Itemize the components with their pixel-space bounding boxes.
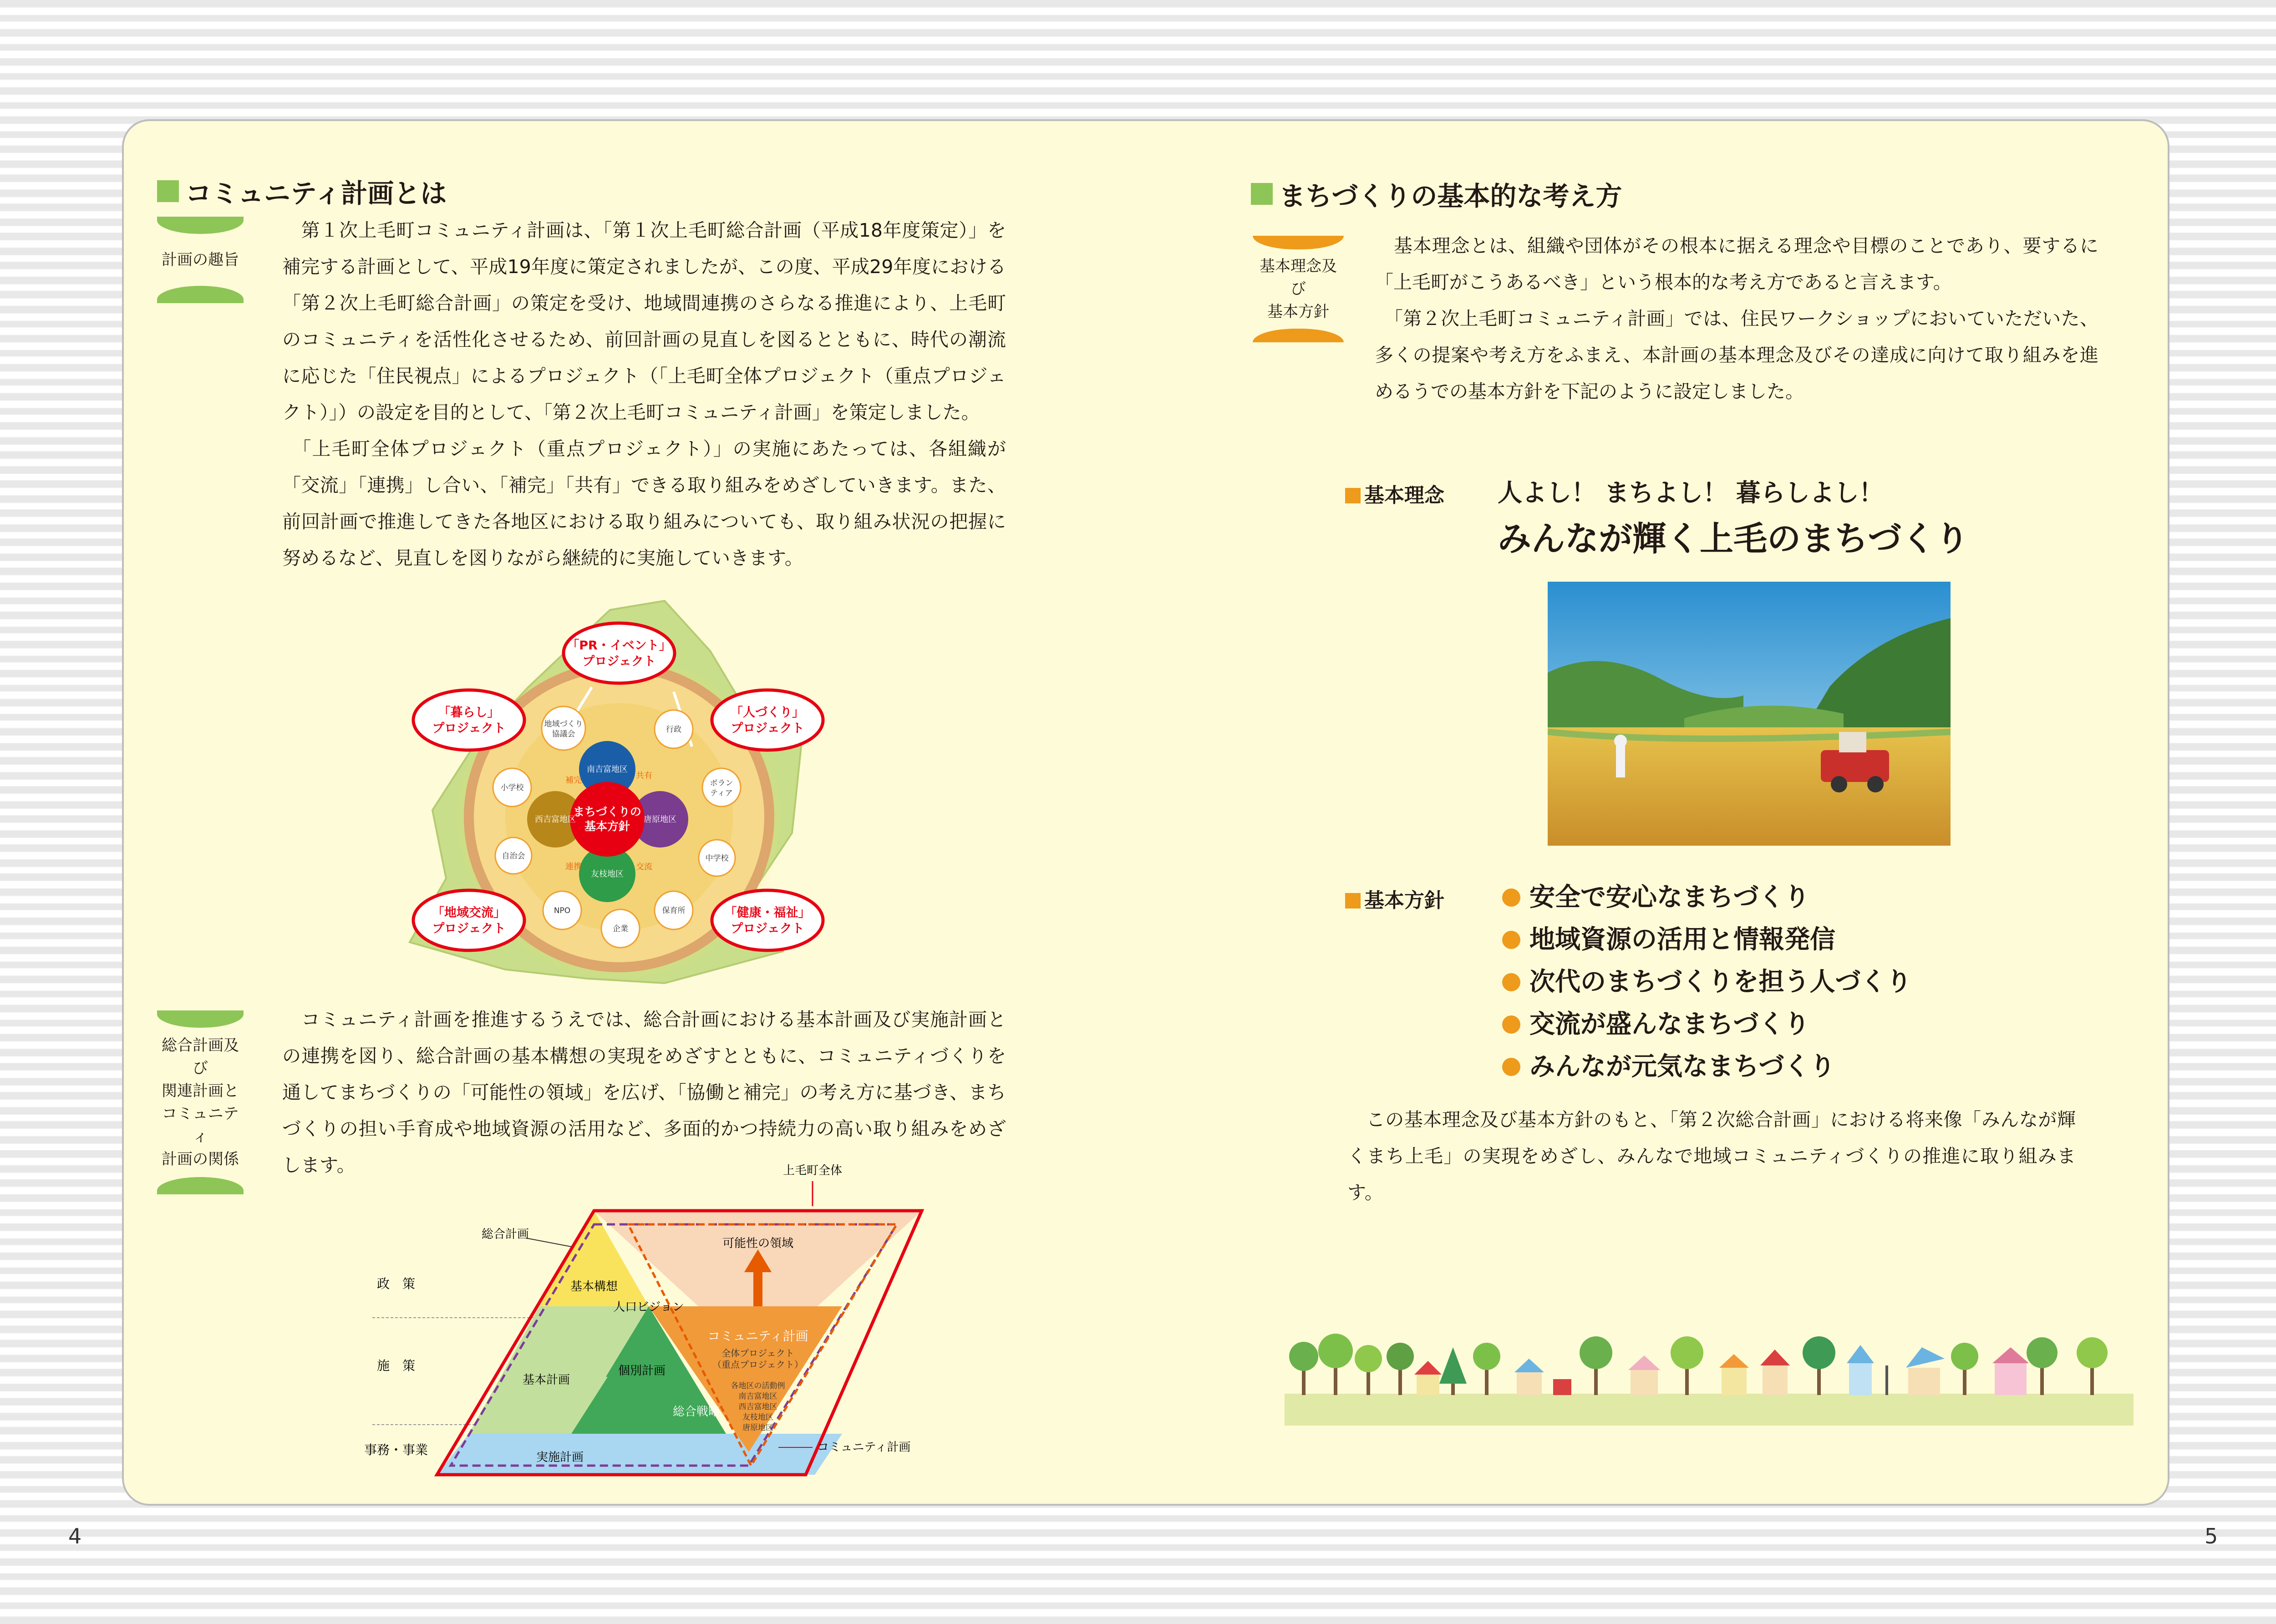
svg-text:施 策: 施 策	[376, 1358, 416, 1373]
rural-landscape-painting	[1548, 582, 1951, 846]
svg-text:保育所: 保育所	[662, 906, 686, 915]
svg-text:西吉富地区: 西吉富地区	[738, 1402, 777, 1411]
green-square-icon	[1251, 183, 1273, 205]
svg-text:NPO: NPO	[554, 906, 571, 915]
svg-text:南吉富地区: 南吉富地区	[587, 765, 628, 774]
project-pr-event	[564, 623, 675, 683]
svg-text:基本計画: 基本計画	[522, 1373, 570, 1387]
svg-text:小学校: 小学校	[500, 783, 524, 792]
svg-text:中学校: 中学校	[705, 854, 729, 863]
svg-text:「健康・福祉」: 「健康・福祉」	[724, 906, 811, 920]
svg-text:「人づくり」: 「人づくり」	[731, 705, 804, 720]
svg-text:補完: 補完	[565, 776, 582, 785]
svg-text:事務・事業: 事務・事業	[364, 1442, 428, 1457]
tree-icon	[1289, 1334, 2108, 1395]
svg-text:ティア: ティア	[710, 789, 733, 798]
page-number-right: 5	[2205, 1524, 2218, 1548]
svg-text:自治会: 自治会	[502, 852, 525, 861]
svg-text:友枝地区: 友枝地区	[591, 869, 624, 879]
motto-line-1: 人よし！ まちよし！ 暮らしよし！	[1498, 478, 1884, 507]
svg-text:個別計画: 個別計画	[618, 1364, 666, 1378]
policy-list	[1502, 876, 1911, 1088]
policy-item: 安全で安心なまちづくり	[1502, 876, 1911, 919]
project-health-welfare	[712, 890, 823, 950]
page-number-left: 4	[68, 1524, 82, 1548]
project-hitozukuri	[712, 690, 823, 750]
svg-text:プロジェクト: プロジェクト	[432, 922, 506, 936]
paragraph-plan-relationship: コミュニティ計画を推進するうえでは、総合計画における基本計画及び実施計画との連携を図り、総合計画の基本構想の実現をめざすとともに、コミュニティづくりを通してまちづくりの「可能性の領域」を広げ、「協働と補完」の考え方に基づき、まちづくりの担い手育成や地域資源の活用など、多面的かつ持続力の高い取り組みをめざします。	[282, 1009, 1006, 1176]
svg-text:政 策: 政 策	[376, 1276, 416, 1291]
paragraph-philosophy: 基本理念とは、組織や団体がその根本に据える理念や目標のことであり、要するに「上毛町がこうあるべき」という根本的な考え方であると言えます。 「第２次上毛町コミュニティ計画」では、住民ワークショップにおいていただいた、多くの提案や考え方をふまえ、本計画の基本理念及びその達成に向けて取り組みを進めるうでの基本方針を下記のように設定しました。	[1375, 235, 2098, 402]
town-illustration	[1285, 1320, 2134, 1429]
motto-line-2: みんなが輝く上毛のまちづくり	[1498, 519, 1969, 558]
policy-item: みんなが元気なまちづくり	[1502, 1045, 1911, 1088]
bullet-dot-icon	[1502, 1015, 1520, 1034]
svg-text:プロジェクト: プロジェクト	[432, 721, 506, 736]
svg-text:南吉富地区: 南吉富地区	[738, 1392, 777, 1401]
bullet-dot-icon	[1502, 973, 1520, 991]
bullet-dot-icon	[1502, 888, 1520, 907]
svg-text:プロジェクト: プロジェクト	[582, 655, 656, 669]
svg-text:ボラン: ボラン	[710, 779, 733, 788]
svg-text:地域づくり: 地域づくり	[544, 720, 583, 729]
svg-text:人口ビジョン: 人口ビジョン	[613, 1300, 684, 1314]
orange-square-icon	[1345, 893, 1361, 908]
label-basic-philosophy: 基本理念	[1345, 479, 1444, 508]
svg-text:総合計画: 総合計画	[481, 1228, 529, 1241]
tag-plan-relationship: 総合計画及び 関連計画と コミュニティ 計画の関係	[157, 1010, 244, 1194]
svg-text:「暮らし」: 「暮らし」	[438, 705, 500, 720]
svg-text:各地区の活動例: 各地区の活動例	[731, 1381, 785, 1391]
svg-text:（重点プロジェクト）: （重点プロジェクト）	[712, 1359, 803, 1370]
bullet-dot-icon	[1502, 931, 1520, 949]
house-icon	[1414, 1345, 2029, 1395]
svg-text:唐原地区: 唐原地区	[742, 1423, 773, 1432]
svg-text:友枝地区: 友枝地区	[742, 1413, 773, 1422]
bullet-dot-icon	[1502, 1058, 1520, 1076]
project-regional-exchange	[413, 890, 524, 950]
label-basic-policy: 基本方針	[1345, 884, 1444, 913]
svg-text:企業: 企業	[613, 924, 628, 934]
svg-text:連携: 連携	[565, 862, 582, 872]
green-square-icon	[157, 180, 179, 202]
svg-text:「地域交流」: 「地域交流」	[432, 906, 506, 920]
policy-item: 地域資源の活用と情報発信	[1502, 919, 1911, 961]
svg-text:コミュニティ計画: コミュニティ計画	[817, 1441, 911, 1454]
svg-text:上毛町全体: 上毛町全体	[782, 1164, 843, 1177]
svg-text:まちづくりの: まちづくりの	[573, 805, 641, 818]
svg-text:共有: 共有	[636, 771, 652, 781]
svg-text:可能性の領域: 可能性の領域	[722, 1237, 794, 1250]
svg-text:唐原地区: 唐原地区	[644, 815, 676, 824]
center-basic-policy	[570, 782, 645, 857]
tag-plan-purpose: 計画の趣旨	[157, 217, 244, 303]
svg-text:コミュニティ計画: コミュニティ計画	[707, 1329, 808, 1344]
svg-text:「PR・イベント」: 「PR・イベント」	[567, 639, 671, 653]
svg-text:基本構想: 基本構想	[570, 1280, 618, 1294]
policy-item: 交流が盛んなまちづくり	[1502, 1003, 1911, 1045]
svg-text:西吉富地区: 西吉富地区	[535, 815, 576, 824]
tag-philosophy-policy: 基本理念及び 基本方針	[1253, 236, 1344, 342]
paragraph-conclusion: この基本理念及び基本方針のもと、「第２次総合計画」における将来像「みんなが輝くまち上毛」の実現をめざし、みんなで地域コミュニティづくりの推進に取り組みます。	[1347, 1109, 2076, 1203]
paragraph-plan-purpose: 第１次上毛町コミュニティ計画は、「第１次上毛町総合計画（平成18年度策定）」を補完する計画として、平成19年度に策定されましたが、この度、平成29年度における「第２次上毛町総合計画」の策定を受け、地域間連携のさらなる推進により、上毛町のコミュニティを活性化させるため、前回計画の見直しを図るとともに、時代の潮流に応じた「住民視点」によるプロジェクト（「上毛町全体プロジェクト（重点プロジェクト）」）の設定を目的として、「第２次上毛町コミュニティ計画」を策定しました。 「上毛町全体プロジェクト（重点プロジェクト）」の実施にあたっては、各組織が「交流」「連携」し合い、「補完」「共有」できる取り組みをめざしていきます。また、前回計画で推進してきた各地区における取り組みについても、取り組み状況の把握に努めるなど、見直しを図りながら継続的に実施していきます。	[282, 219, 1006, 569]
svg-text:交流: 交流	[636, 862, 652, 872]
svg-text:実施計画: 実施計画	[536, 1451, 584, 1464]
svg-text:総合戦略: 総合戦略	[672, 1405, 721, 1419]
svg-text:プロジェクト: プロジェクト	[731, 922, 804, 936]
community-project-diagram	[391, 596, 847, 988]
section-title-basic-approach: まちづくりの基本的な考え方	[1251, 175, 1622, 213]
policy-item: 次代のまちづくりを担う人づくり	[1502, 961, 1911, 1003]
section-title-community-plan: コミュニティ計画とは	[157, 172, 447, 210]
project-kurashi	[413, 690, 524, 750]
svg-text:協議会: 協議会	[552, 730, 575, 739]
svg-text:行政: 行政	[666, 725, 681, 734]
plan-relationship-diagram	[364, 1156, 956, 1502]
svg-text:基本方針: 基本方針	[584, 820, 630, 833]
orange-square-icon	[1345, 488, 1361, 503]
svg-text:プロジェクト: プロジェクト	[731, 721, 804, 736]
svg-text:全体プロジェクト: 全体プロジェクト	[721, 1348, 794, 1359]
